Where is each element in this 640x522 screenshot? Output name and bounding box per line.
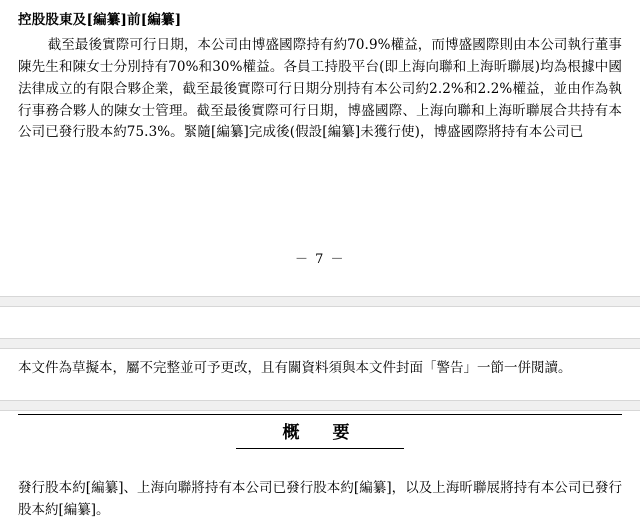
top-section	[0, 0, 640, 144]
page-separator-bottom	[0, 338, 640, 349]
draft-notice-block	[0, 352, 640, 380]
summary-title: 概 要	[236, 418, 404, 449]
page-separator-top	[0, 296, 640, 307]
summary-top-rule	[18, 414, 622, 415]
main-paragraph: 截至最後實際可行日期，本公司由博盛國際持有約70.9%權益，而博盛國際則由本公司執行董事陳先生和陳女士分別持有70%和30%權益。各員工持股平台(即上海向聯和上海昕聯展)均為根據中國法律成立的有限合夥企業，截至最後實際可行日期分別持有本公司約2.2%和2.2%權益，並由作為執行事務合夥人的陳女士管理。截至最後實際可行日期，博盛國際、上海向聯和上海昕聯展合共持有本公司已發行股本約75.3%。緊隨[編纂]完成後(假設[編纂]未獲行使)，博盛國際將持有本公司已	[18, 37, 622, 141]
page-separator-summary	[0, 400, 640, 411]
draft-notice: 本文件為草擬本，屬不完整並可予更改，且有關資料須與本文件封面「警告」一節一併閱讀。	[18, 360, 572, 376]
summary-title-wrap	[0, 418, 640, 449]
page-number: － 7 －	[294, 252, 346, 267]
summary-paragraph: 發行股本約[編纂]、上海向聯將持有本公司已發行股本約[編纂]，以及上海昕聯展將持有本公司已發行股本約[編纂]。	[18, 480, 622, 518]
summary-body	[0, 478, 640, 522]
section-heading: 控股股東及[編纂]前[編纂]	[18, 12, 182, 28]
